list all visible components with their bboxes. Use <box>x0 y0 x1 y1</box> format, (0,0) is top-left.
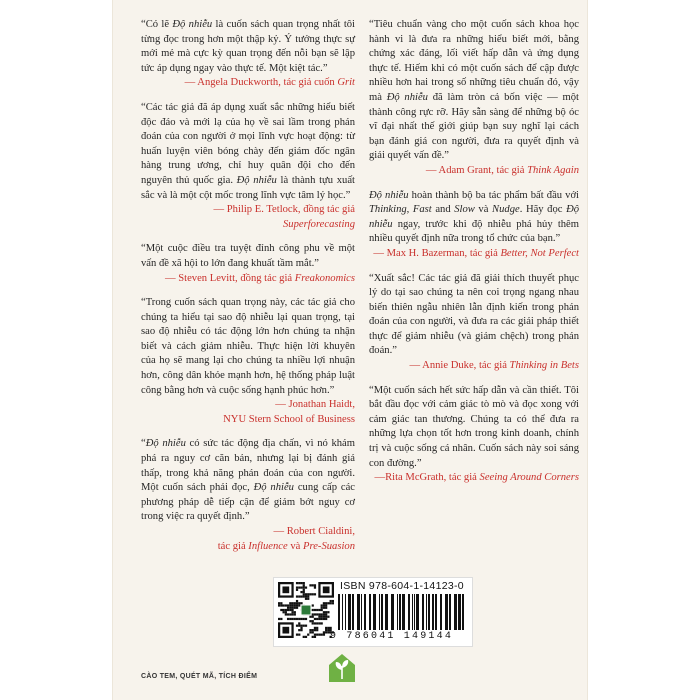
quote-attribution: —Rita McGrath, tác giả Seeing Around Corners <box>374 472 579 484</box>
quote-attribution: — Philip E. Tetlock, đồng tác giả Superforecasting <box>213 204 355 230</box>
quote-text: “Xuất sắc! Các tác giả đã giải thích thuyết phục lý do tại sao chúng ta nên coi trọng ngang nhau biến thiên ngẫu nhiên lẫn định kiến trong phán đoán của con người, và đưa ra các giải pháp thiết thực để giảm nhiễu (và giảm chệch) trong phán đoán.” <box>369 272 579 357</box>
review-quote <box>141 437 355 554</box>
review-quote <box>141 101 355 232</box>
review-quote <box>141 18 355 91</box>
quote-text: “Một cuộc điều tra tuyệt đỉnh công phu về một vấn đề xã hội to lớn đang khuất tầm mắt.” <box>141 243 355 269</box>
quote-text: Độ nhiễu hoàn thành bộ ba tác phẩm bất đầu với Thinking, Fast and Slow và Nudge. Hãy đọc Độ nhiễu ngay, trước khi độ nhiễu phá hủy thêm nhiều quyết định nữa trong tổ chức của bạn.” <box>369 189 580 245</box>
quotes-left-column <box>141 18 355 564</box>
quote-text: “Độ nhiễu có sức tác động địa chấn, vì nó khám phá ra nguy cơ căn bản, nhưng lại bị đánh giá thấp, trong khả năng phán đoán của con người. Một cuốn sách phải đọc, Độ nhiễu cung cấp các phương pháp dễ tiếp cận để giảm bớt nguy cơ trong việc ra quyết định.” <box>141 438 355 523</box>
quote-text: “Một cuốn sách hết sức hấp dẫn và cần thiết. Tôi bắt đầu đọc với cảm giác tò mò và đọc xong với cảm giác tan thương. Chúng ta có thể đưa ra những lựa chọn tốt hơn trong kinh doanh, chính trị và cuộc sống cá nhân. Cuốn sách này soi sáng con đường.” <box>369 384 579 469</box>
review-quote <box>369 384 579 486</box>
barcode-icon <box>336 594 468 630</box>
quote-text: “Trong cuốn sách quan trọng này, các tác giả cho chúng ta hiểu tại sao độ nhiễu lại quan trọng, tại sao độ nhiễu có tác động lớn hơn chúng ta nhận biết và cách giảm nhiễu. Thực hiện lời khuyên của họ sẽ mang lại cho chúng ta nhiều lợi nhuận hơn, công dân khỏe mạnh hơn, hệ thống pháp luật công bằng hơn và cuộc sống hạnh phúc hơn.” <box>141 297 355 396</box>
footer-promo-text: CÀO TEM, QUÉT MÃ, TÍCH ĐIỂM <box>141 673 258 680</box>
house-leaf-logo-icon <box>327 652 357 684</box>
review-quote <box>141 296 355 427</box>
review-quote <box>369 18 579 179</box>
quote-attribution: — Steven Levitt, đồng tác giả Freakonomics <box>165 272 355 284</box>
isbn-label: ISBN 978-604-1-14123-0 <box>340 580 464 592</box>
quotes-right-column <box>369 18 579 496</box>
quote-attribution: — Jonathan Haidt, NYU Stern School of Business <box>223 399 355 425</box>
review-quote <box>369 272 579 374</box>
review-quote <box>141 242 355 286</box>
quote-attribution: — Adam Grant, tác giả Think Again <box>425 164 579 176</box>
barcode-panel <box>273 577 473 647</box>
quote-text: “Có lẽ Độ nhiễu là cuốn sách quan trọng nhất tôi từng đọc trong hơn một thập kỷ. Ý tưởng thực sự mới mẻ mà cực kỳ quan trọng đến nỗi bạn sẽ lập tức áp dụng ngay vào thực tế. Một kiệt tác.” <box>141 19 355 74</box>
quote-text: “Các tác giả đã áp dụng xuất sắc những hiểu biết độc đáo và mới lạ của họ về sai lầm trong phán đoán của con người ở mọi lĩnh vực hoạt động: từ huấn luyện viên bóng chày đến giám đốc ngân hàng trung ương, chỉ huy quân đội cho đến nguyên thủ quốc gia. Độ nhiễu là thành tựu xuất sắc và là một cột mốc trong lĩnh vực tâm lý học.” <box>141 101 355 201</box>
quote-attribution: — Angela Duckworth, tác giả cuốn Grit <box>184 77 355 89</box>
quote-attribution: — Max H. Bazerman, tác giả Better, Not Perfect <box>373 247 579 259</box>
barcode-number: 9 786041 149144 <box>330 631 454 642</box>
review-quote <box>369 189 579 262</box>
quote-attribution: — Robert Cialdini, tác giả Influence và Pre-Suasion <box>217 526 355 552</box>
quote-attribution: — Annie Duke, tác giả Thinking in Bets <box>409 360 579 372</box>
qr-code-icon[interactable] <box>278 582 334 638</box>
quote-text: “Tiêu chuẩn vàng cho một cuốn sách khoa học hành vi là đưa ra những hiểu biết mới, bằng chứng xác đáng, lối viết hấp dẫn và ứng dụng thực tế. Hiếm khi có một cuốn sách để cập được nhiều hơn hai trong số những tiêu chuẩn đó, vậy mà Độ nhiễu đã làm tròn cả bốn việc — một thành công rực rỡ. Hãy sẵn sàng để những bộ óc vĩ đại nhất thế giới giúp bạn suy nghĩ lại cách bạn đánh giá con người, đưa ra quyết định và giải quyết vấn đề.” <box>369 19 579 162</box>
